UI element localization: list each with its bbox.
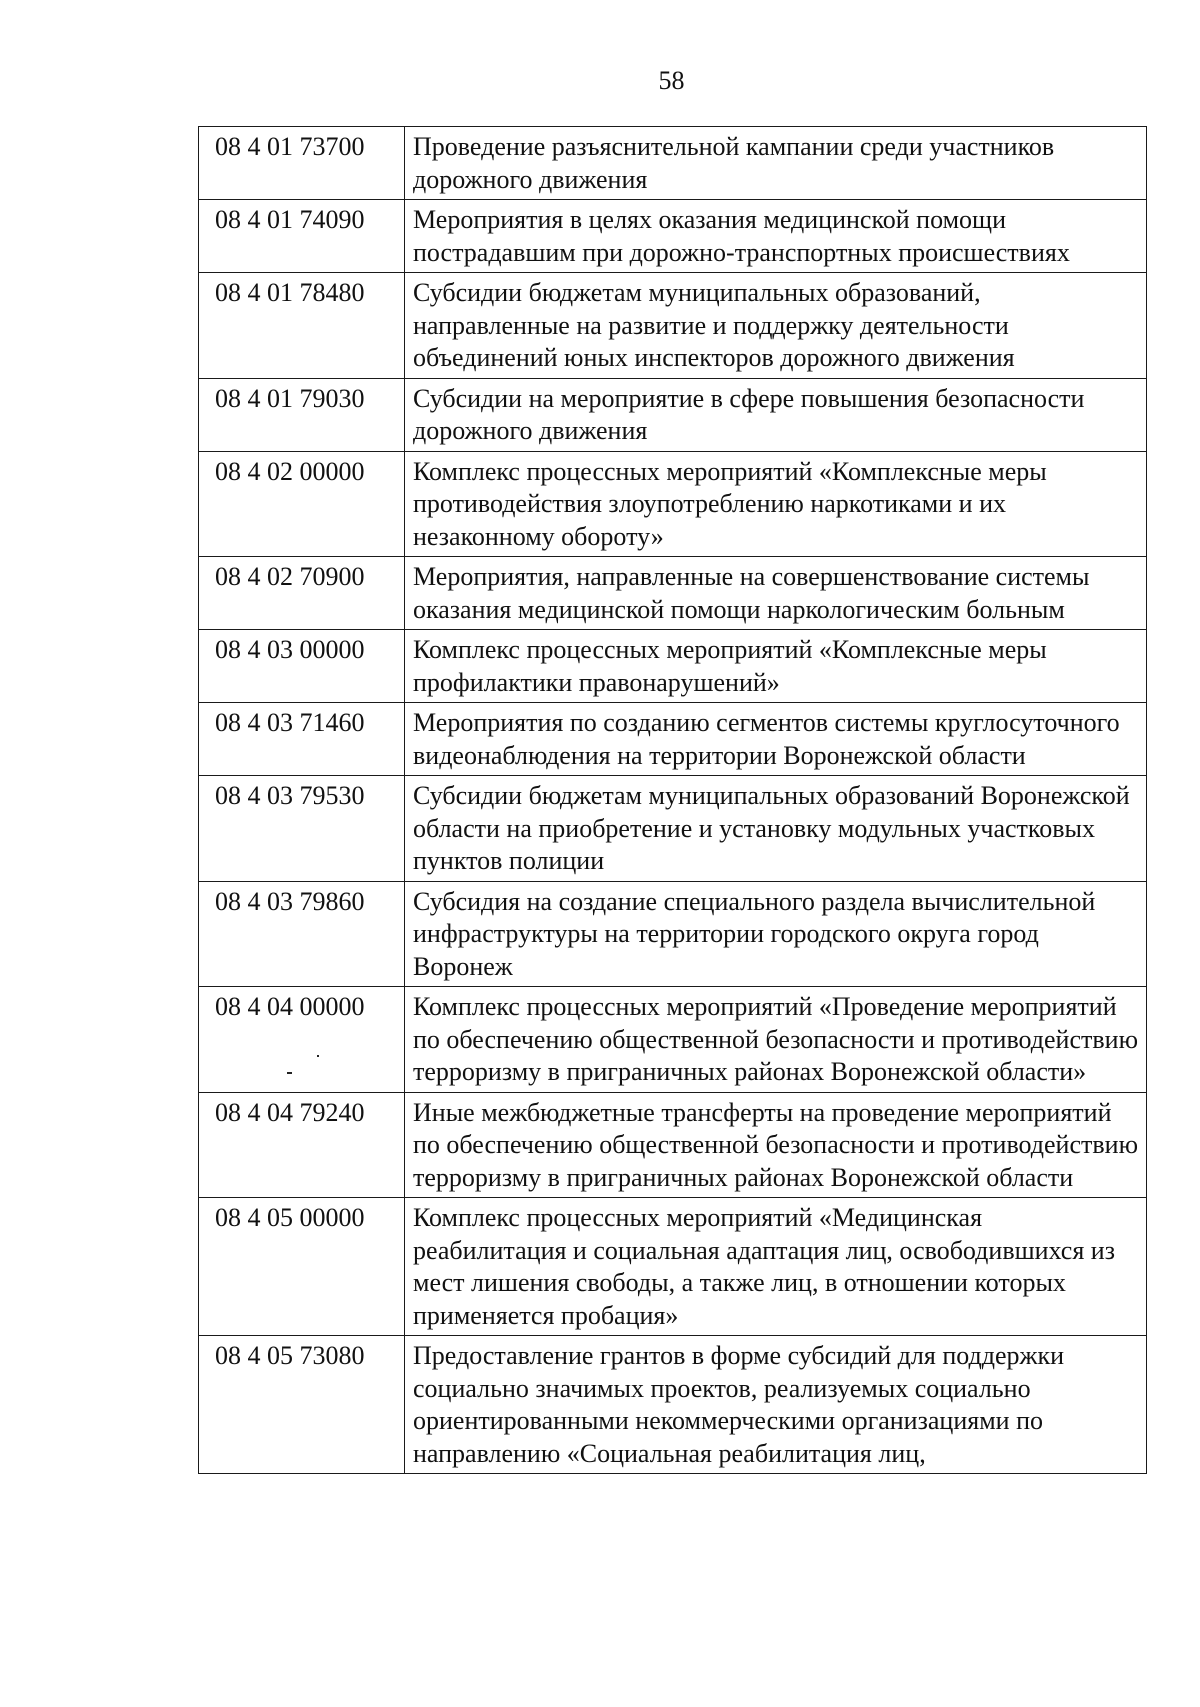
row-description: Субсидия на создание специального раздела вычислительной инфраструктуры на территории городского округа город Воронеж [405,881,1147,987]
scan-speck [287,1072,292,1074]
row-description: Субсидии бюджетам муниципальных образований, направленные на развитие и поддержку деятельности объединений юных инспекторов дорожного движения [405,273,1147,379]
row-description: Мероприятия по созданию сегментов системы круглосуточного видеонаблюдения на территории Воронежской области [405,703,1147,776]
table-row [199,557,1147,630]
row-code: 08 4 01 73700 [199,127,405,200]
page-number: 58 [658,66,685,95]
row-description: Комплекс процессных мероприятий «Комплексные меры противодействия злоупотреблению наркотиками и их незаконному обороту» [405,451,1147,557]
row-description: Проведение разъяснительной кампании среди участников дорожного движения [405,127,1147,200]
table-row [199,630,1147,703]
row-description: Мероприятия в целях оказания медицинской помощи пострадавшим при дорожно-транспортных происшествиях [405,200,1147,273]
row-code: 08 4 03 79860 [199,881,405,987]
table-row [199,200,1147,273]
row-code: 08 4 02 70900 [199,557,405,630]
table-row [199,1198,1147,1336]
row-code-text: 08 4 04 00000 [215,992,365,1021]
row-code: 08 4 04 79240 [199,1092,405,1198]
table-row [199,1092,1147,1198]
row-description: Мероприятия, направленные на совершенствование системы оказания медицинской помощи наркологическим больным [405,557,1147,630]
row-code: 08 4 03 79530 [199,776,405,882]
row-description: Предоставление грантов в форме субсидий для поддержки социально значимых проектов, реализуемых социально ориентированными некоммерческими организациями по направлению «Социальная реабилитация лиц, [405,1336,1147,1474]
row-description: Субсидии на мероприятие в сфере повышения безопасности дорожного движения [405,378,1147,451]
row-description: Субсидии бюджетам муниципальных образований Воронежской области на приобретение и установку модульных участковых пунктов полиции [405,776,1147,882]
row-code: 08 4 02 00000 [199,451,405,557]
scan-speck [317,1055,319,1057]
row-description: Комплекс процессных мероприятий «Комплексные меры профилактики правонарушений» [405,630,1147,703]
table-row [199,703,1147,776]
row-description: Комплекс процессных мероприятий «Проведение мероприятий по обеспечению общественной безопасности и противодействию терроризму в приграничных районах Воронежской области» [405,987,1147,1093]
table-row [199,776,1147,882]
row-description: Комплекс процессных мероприятий «Медицинская реабилитация и социальная адаптация лиц, освободившихся из мест лишения свободы, а также лиц, в отношении которых применяется пробация» [405,1198,1147,1336]
row-code: 08 4 01 78480 [199,273,405,379]
row-code: 08 4 05 73080 [199,1336,405,1474]
table-row [199,127,1147,200]
budget-codes-table [198,126,1147,1474]
table-row [199,987,1147,1093]
row-code [199,987,405,1093]
row-code: 08 4 01 74090 [199,200,405,273]
table-row [199,273,1147,379]
table-row [199,881,1147,987]
table-row [199,378,1147,451]
table-row [199,1336,1147,1474]
row-code: 08 4 03 71460 [199,703,405,776]
row-description: Иные межбюджетные трансферты на проведение мероприятий по обеспечению общественной безопасности и противодействию терроризму в приграничных районах Воронежской области [405,1092,1147,1198]
table-row [199,451,1147,557]
row-code: 08 4 01 79030 [199,378,405,451]
row-code: 08 4 03 00000 [199,630,405,703]
row-code: 08 4 05 00000 [199,1198,405,1336]
